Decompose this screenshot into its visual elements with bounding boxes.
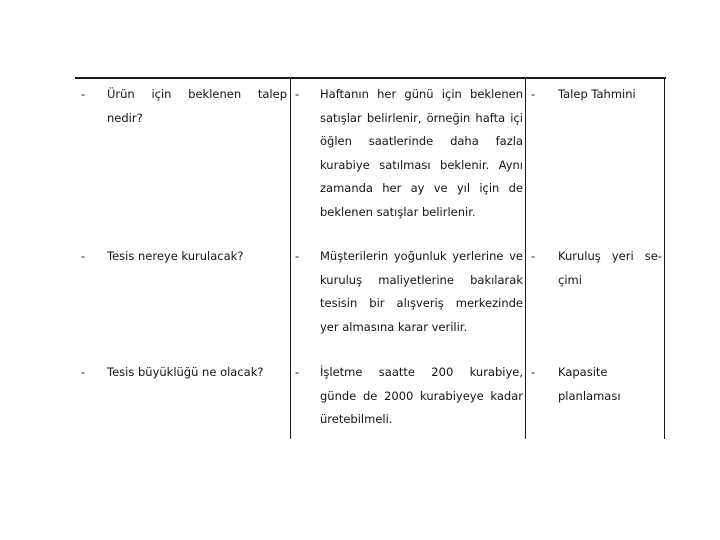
answer-line: İşletme saatte 200 kurabiye, bbox=[320, 365, 523, 379]
question-line: nedir? bbox=[107, 110, 143, 125]
column-divider bbox=[290, 79, 291, 439]
row-marker: - bbox=[81, 365, 86, 379]
question-line: Tesis nereye kurulacak? bbox=[107, 249, 244, 263]
planning-table bbox=[75, 77, 666, 439]
row-marker: - bbox=[295, 365, 300, 379]
answer-line: öğlen saatlerinde daha fazla bbox=[320, 134, 523, 148]
answer-line: zamanda her ay ve yıl için de bbox=[320, 181, 523, 195]
row-marker: - bbox=[81, 249, 86, 263]
answer-line: beklenen satışlar belirlenir. bbox=[320, 204, 476, 219]
topic-line: Talep Tahmini bbox=[558, 87, 636, 101]
topic-line: planlaması bbox=[558, 388, 621, 403]
answer-line: tesisin bir alışveriş merkezinde bbox=[320, 296, 523, 310]
row-marker: - bbox=[531, 365, 536, 379]
row-marker: - bbox=[295, 249, 300, 263]
question-line: Tesis büyüklüğü ne olacak? bbox=[107, 365, 264, 379]
column-divider bbox=[525, 79, 526, 439]
column-divider bbox=[664, 79, 665, 439]
answer-line: kuruluş maliyetlerine bakılarak bbox=[320, 272, 523, 287]
answer-line: yer almasına karar verilir. bbox=[320, 319, 468, 334]
row-marker: - bbox=[81, 87, 86, 101]
topic-line: Kapasite bbox=[558, 365, 608, 379]
row-marker: - bbox=[531, 249, 536, 263]
topic-cell bbox=[558, 83, 662, 107]
answer-line: Müşterilerin yoğunluk yerlerine ve bbox=[320, 249, 523, 263]
question-cell bbox=[107, 83, 287, 130]
answer-line: kurabiye satılması beklenir. Aynı bbox=[320, 157, 523, 172]
answer-cell bbox=[320, 83, 523, 224]
topic-cell bbox=[558, 361, 662, 408]
topic-line: Kuruluş yeri se- bbox=[558, 249, 662, 263]
question-line: Ürün için beklenen talep bbox=[107, 87, 287, 101]
topic-line: çimi bbox=[558, 272, 582, 287]
answer-line: üretebilmeli. bbox=[320, 412, 393, 426]
answer-line: satışlar belirlenir, örneğin hafta içi bbox=[320, 110, 523, 125]
question-cell bbox=[107, 245, 287, 269]
topic-cell bbox=[558, 245, 662, 292]
answer-cell bbox=[320, 245, 523, 339]
row-marker: - bbox=[531, 87, 536, 101]
row-marker: - bbox=[295, 87, 300, 101]
answer-cell bbox=[320, 361, 523, 432]
answer-line: Haftanın her günü için beklenen bbox=[320, 87, 523, 101]
question-cell bbox=[107, 361, 287, 385]
answer-line: günde de 2000 kurabiyeye kadar bbox=[320, 388, 523, 403]
